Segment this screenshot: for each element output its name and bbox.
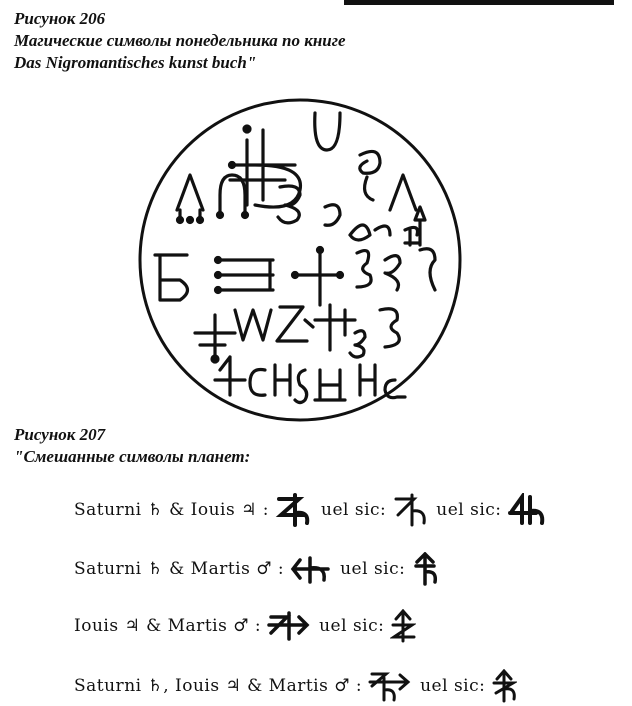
row1-sep2: uel sic: (436, 500, 502, 520)
row3-planets: Iouis ♃ & Martis ♂ : (74, 616, 262, 636)
saturn-jupiter-sigil-alt2-icon (508, 493, 546, 527)
monday-seal-image (135, 95, 465, 425)
saturn-mars-sigil-alt-icon (411, 552, 439, 586)
saturn-jupiter-mars-sigil-icon (368, 670, 412, 702)
jupiter-mars-sigil-icon (267, 611, 311, 641)
figure-207-title: "Смешанные символы планет: (14, 447, 251, 466)
row1-sep1: uel sic: (321, 500, 387, 520)
figure-207-number: Рисунок 207 (14, 425, 106, 444)
figure-206-title-line1: Магические символы понедельника по книге (14, 31, 346, 50)
row4-planets: Saturni ♄, Iouis ♃ & Martis ♂ : (74, 676, 363, 696)
figure-206-caption (14, 8, 346, 74)
figure-206-number: Рисунок 206 (14, 9, 106, 28)
row3-sep1: uel sic: (319, 616, 385, 636)
top-rule (344, 0, 614, 5)
row1-planets: Saturni ♄ & Iouis ♃ : (74, 500, 269, 520)
jupiter-mars-sigil-alt-icon (390, 609, 416, 643)
combination-row-3 (74, 606, 424, 646)
combination-row-2 (74, 549, 447, 589)
combination-row-4 (74, 666, 525, 706)
saturn-jupiter-mars-sigil-alt-icon (491, 669, 517, 703)
row2-sep1: uel sic: (340, 559, 406, 579)
saturn-jupiter-sigil-icon (275, 493, 313, 527)
saturn-mars-sigil-icon (290, 554, 332, 584)
figure-207-caption (14, 424, 250, 468)
figure-206-title-line2: Das Nigromantisches kunst buch" (14, 53, 257, 72)
combination-row-1 (74, 490, 554, 530)
saturn-jupiter-sigil-alt1-icon (392, 493, 428, 527)
row2-planets: Saturni ♄ & Martis ♂ : (74, 559, 285, 579)
row4-sep1: uel sic: (420, 676, 486, 696)
